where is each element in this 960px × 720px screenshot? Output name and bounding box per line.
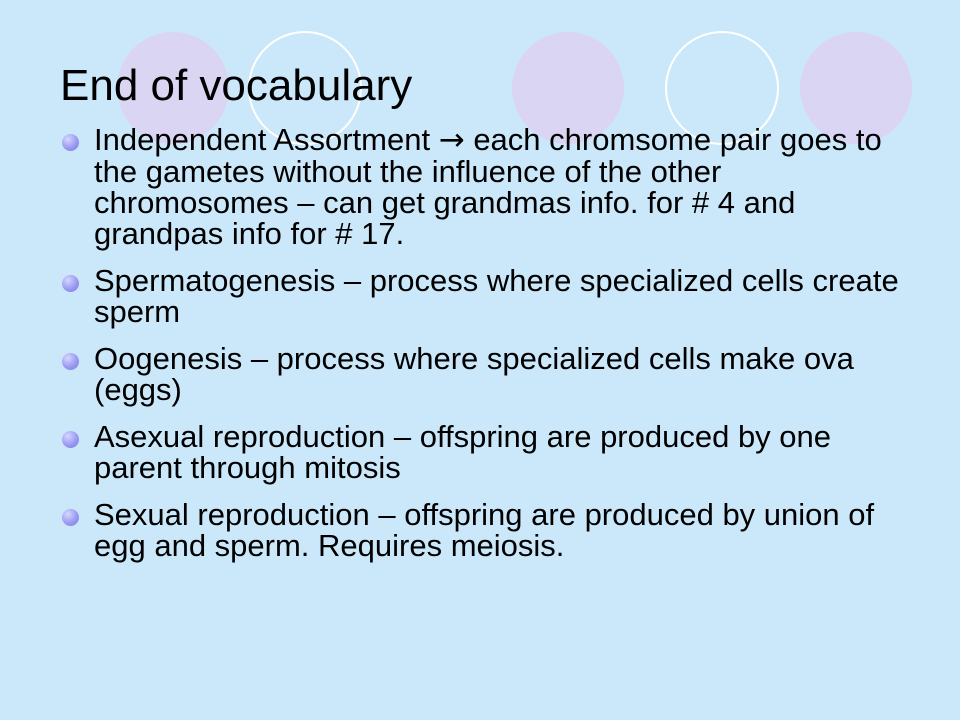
bullet-icon bbox=[62, 509, 79, 526]
bullet-icon bbox=[62, 431, 79, 448]
bullet-list bbox=[60, 124, 910, 577]
list-item bbox=[60, 421, 910, 483]
bullet-text: Sexual reproduction – offspring are produced by union of egg and sperm. Requires meiosis. bbox=[94, 497, 875, 563]
bullet-term: Independent Assortment bbox=[94, 122, 431, 157]
bullet-icon bbox=[62, 134, 79, 151]
bullet-text: Asexual reproduction – offspring are produced by one parent through mitosis bbox=[94, 419, 832, 485]
bullet-definition: each chromsome pair goes to the gametes without the influence of the other chromosomes – can get grandmas info. for # 4 and grandpas info for # 17. bbox=[94, 122, 882, 251]
bullet-icon bbox=[62, 275, 79, 292]
slide-title: End of vocabulary bbox=[60, 61, 413, 110]
bullet-text: Oogenesis – process where specialized cells make ova (eggs) bbox=[94, 341, 854, 407]
bullet-icon bbox=[62, 353, 79, 370]
list-item bbox=[60, 265, 910, 327]
list-item bbox=[60, 124, 910, 249]
list-item bbox=[60, 499, 910, 561]
bullet-text: Spermatogenesis – process where specialized cells create sperm bbox=[94, 263, 899, 329]
arrow-icon: → bbox=[438, 122, 465, 158]
list-item bbox=[60, 343, 910, 405]
